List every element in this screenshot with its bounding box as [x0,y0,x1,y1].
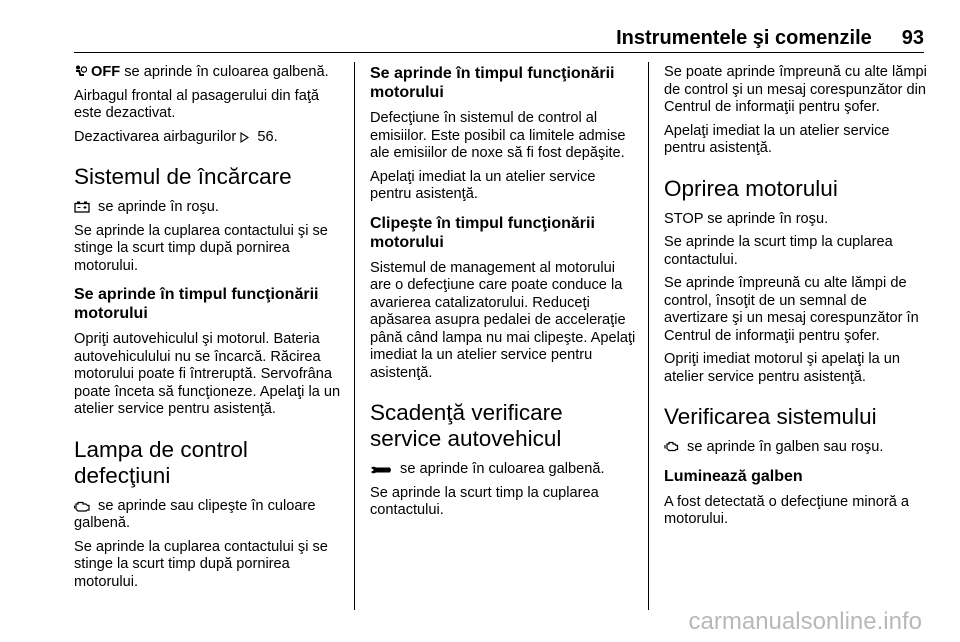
paragraph: Opriţi autovehiculul şi motorul. Bateria autovehiculului nu se încarcă. Răcirea motorului poate fi întreruptă. Servofrâna poate înceta să funcţioneze. Apelaţi la un atelier service pentru asistenţă. [74,331,341,417]
syscheck-paragraph [664,439,932,457]
syscheck-text: se aprinde în galben sau roşu. [683,439,884,455]
airbag-off-text: se aprinde în culoarea galbenă. [120,64,329,80]
header-title: Instrumentele şi comenzile [616,27,872,49]
section-heading: Oprirea motorului [664,175,838,201]
charging-text: se aprinde în roşu. [94,199,219,215]
service-text: se aprinde în culoarea galbenă. [396,461,605,477]
paragraph: Defecţiune în sistemul de control al emisiilor. Este posibil ca limitele admise ale emisiilor de noxe să fi fost depăşite. [370,110,626,161]
charging-paragraph [74,199,342,217]
paragraph: A fost detectată o defecţiune minoră a motorului. [664,493,910,527]
watermark: carmanualsonline.info [688,608,922,635]
subsection-heading: Se aprinde în timpul funcţionării motorului [370,65,615,101]
paragraph: Se aprinde la cuplarea contactului şi se stinge la scurt timp după pornirea motorului. [74,538,328,590]
page-header [616,27,924,50]
section-heading: Sistemul de încărcare [74,164,292,189]
paragraph: Sistemul de management al motorului are o defecţiune care poate conduce la avarierea catalizatorului. Reduceţi apăsarea asupra pedalei de acceleraţie până când lampa nu mai clipeşte. Apelaţi imediat la un atelier service pentru asistenţă. [370,259,636,381]
stop-paragraph: STOP se aprinde în roşu. [664,210,829,227]
paragraph: Apelaţi imediat la un atelier service pentru asistenţă. [370,168,596,202]
page-number: 93 [901,27,924,49]
header-rule [74,52,924,53]
subsection-heading: Clipeşte în timpul funcţionării motorului [370,214,595,251]
malfunction-paragraph [74,498,342,533]
subsection-heading: Luminează galben [664,467,803,485]
subsection-heading: Se aprinde în timpul funcţionării motorului [74,286,319,322]
section-heading: Verificarea sistemului [664,404,877,429]
column-3 [664,64,932,535]
system-check-icon [664,440,679,453]
paragraph: Airbagul frontal al pasagerului din faţă este dezactivat. [74,87,320,121]
column-divider [648,62,649,610]
paragraph: Opriţi imediat motorul şi apelaţi la un atelier service pentru asistenţă. [664,351,901,385]
column-2 [370,64,638,526]
airbag-off-label: OFF [91,64,121,80]
reference-arrow-icon [240,132,249,143]
paragraph: Apelaţi imediat la un atelier service pentru asistenţă. [664,122,890,156]
section-heading: Scadenţă verificare service autovehicul [370,400,563,451]
paragraph: Se aprinde la scurt timp la cuplarea contactului. [664,234,893,268]
service-paragraph [370,461,638,479]
deactivation-paragraph [74,129,342,147]
engine-icon [74,500,90,512]
paragraph: Se aprinde la cuplarea contactului şi se stinge la scurt timp după pornirea motorului. [74,222,328,274]
page-reference[interactable]: 56. [253,128,278,145]
wrench-icon [370,465,392,475]
paragraph: Se poate aprinde împreună cu alte lămpi de control şi un mesaj corespunzător din Centrul de informaţii pentru şofer. [664,64,927,115]
malfunction-text: se aprinde sau clipeşte în culoare galbenă. [74,497,316,531]
paragraph: Se aprinde împreună cu alte lămpi de control, însoţit de un semnal de avertizare şi un mesaj corespunzător în Centrul de informaţii pentru şofer. [664,275,919,344]
airbag-off-paragraph [74,64,342,82]
section-heading: Lampa de control defecţiuni [74,436,248,488]
paragraph: Se aprinde la scurt timp la cuplarea contactului. [370,484,599,518]
column-divider [354,62,355,610]
battery-icon [74,201,90,213]
deactivation-text: Dezactivarea airbagurilor [74,128,237,145]
column-1 [74,64,342,597]
airbag-icon [74,65,87,78]
